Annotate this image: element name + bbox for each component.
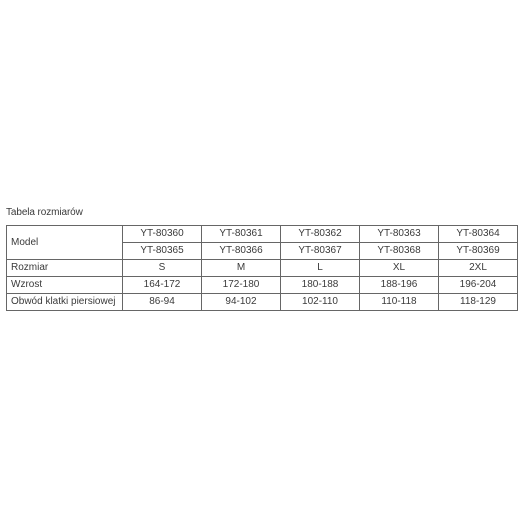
row-label: Obwód klatki piersiowej xyxy=(7,294,123,311)
model-label: Model xyxy=(7,226,123,260)
model-code: YT-80366 xyxy=(202,243,281,260)
table-cell: L xyxy=(281,260,360,277)
table-cell: 86-94 xyxy=(123,294,202,311)
table-cell: 118-129 xyxy=(439,294,518,311)
model-code: YT-80368 xyxy=(360,243,439,260)
table-cell: M xyxy=(202,260,281,277)
table-cell: 102-110 xyxy=(281,294,360,311)
table-row-model-1 xyxy=(7,226,518,243)
model-code: YT-80365 xyxy=(123,243,202,260)
table-cell: S xyxy=(123,260,202,277)
model-code: YT-80369 xyxy=(439,243,518,260)
table-row-size xyxy=(7,260,518,277)
model-code: YT-80367 xyxy=(281,243,360,260)
table-row-height xyxy=(7,277,518,294)
table-cell: 196-204 xyxy=(439,277,518,294)
model-code: YT-80360 xyxy=(123,226,202,243)
model-code: YT-80362 xyxy=(281,226,360,243)
table-caption: Tabela rozmiarów xyxy=(6,207,83,218)
table-cell: 94-102 xyxy=(202,294,281,311)
table-cell: 172-180 xyxy=(202,277,281,294)
model-code: YT-80363 xyxy=(360,226,439,243)
table-cell: 188-196 xyxy=(360,277,439,294)
table-cell: 180-188 xyxy=(281,277,360,294)
table-cell: XL xyxy=(360,260,439,277)
model-code: YT-80364 xyxy=(439,226,518,243)
size-chart-table xyxy=(6,225,518,311)
table-cell: 164-172 xyxy=(123,277,202,294)
table-cell: 110-118 xyxy=(360,294,439,311)
row-label: Wzrost xyxy=(7,277,123,294)
row-label: Rozmiar xyxy=(7,260,123,277)
table-row-chest xyxy=(7,294,518,311)
table-cell: 2XL xyxy=(439,260,518,277)
model-code: YT-80361 xyxy=(202,226,281,243)
